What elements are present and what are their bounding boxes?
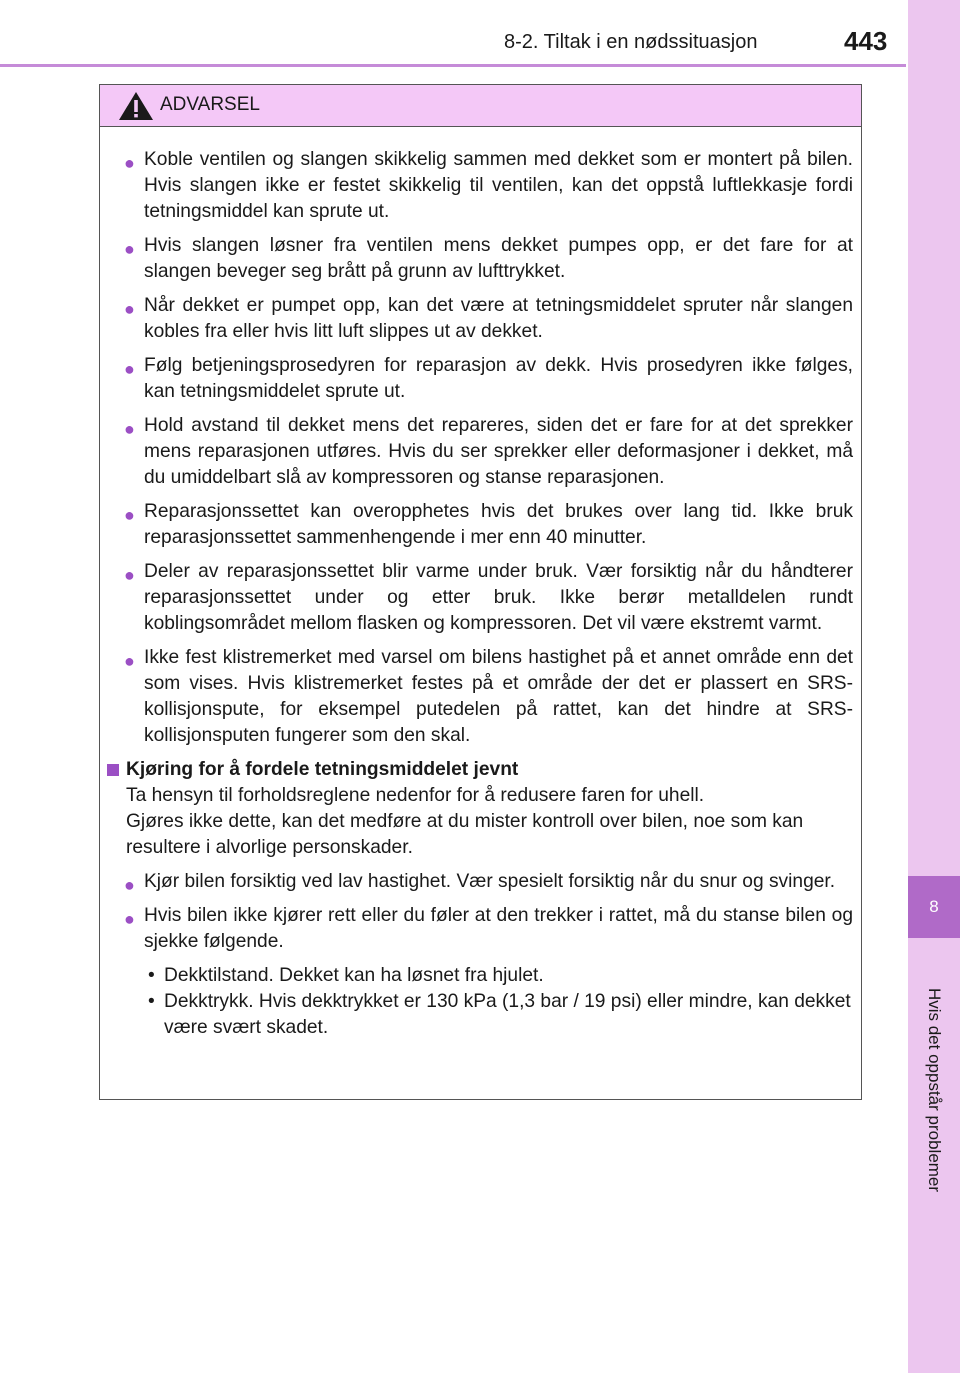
chapter-name: Hvis det oppstår problemer	[925, 987, 944, 1193]
warning-bullet: ● Deler av reparasjonssettet blir varme under bruk. Vær forsiktig når du håndterer reparasjonssettet under og etter bruk. Ikke berør metalldelen rundt koblingsområdet mellom flasken og kompressoren. Det vil være ekstremt varmt.	[124, 561, 853, 634]
check-list	[100, 963, 861, 1041]
warning-box	[99, 84, 862, 1100]
bullet-dot-icon: ●	[124, 299, 135, 319]
subsection-heading: Kjøring for å fordele tetningsmiddelet jevnt	[100, 757, 861, 783]
check-item: • Dekktilstand. Dekket kan ha løsnet fra hjulet.	[148, 965, 544, 986]
warning-bullet: ● Hold avstand til dekket mens det repareres, siden det er fare for at det sprekker mens reparasjonen utføres. Hvis du ser sprekker eller deformasjoner i dekket, må du umiddelbart slå av kompressoren og stanse reparasjonen.	[124, 415, 853, 488]
section-title: 8-2. Tiltak i en nødssituasjon	[504, 31, 758, 53]
bullet-dot-icon: ●	[124, 565, 135, 585]
warning-content	[100, 147, 861, 1041]
bullet-dot-icon: ●	[124, 875, 135, 895]
bullet-dot-icon: ●	[124, 909, 135, 929]
bullet-dot-icon: ●	[124, 505, 135, 525]
warning-triangle-icon	[118, 91, 154, 121]
warning-bullet: ● Koble ventilen og slangen skikkelig sammen med dekket som er montert på bilen. Hvis slangen ikke er festet skikkelig til ventilen, kan det oppstå luftlekkasje fordi tetningsmiddel kan sprute ut.	[124, 149, 853, 222]
bullet-dot-icon: ●	[124, 359, 135, 379]
bullet-dot-icon: ●	[124, 419, 135, 439]
subsection-bullet: ● Kjør bilen forsiktig ved lav hastighet. Vær spesielt forsiktig når du snur og svinger.	[100, 869, 861, 895]
subsection-intro: Ta hensyn til forholdsreglene nedenfor for å redusere faren for uhell. Gjøres ikke dette, kan det medføre at du mister kontroll over bilen, noe som kan resultere i alvorlige personskader.	[126, 785, 804, 858]
bullet-dot-icon: ●	[124, 239, 135, 259]
check-item: • Dekktrykk. Hvis dekktrykket er 130 kPa (1,3 bar / 19 psi) eller mindre, kan dekket være svært skadet.	[148, 991, 851, 1038]
bullet-dot-icon: ●	[124, 153, 135, 173]
warning-title: ADVARSEL	[160, 94, 260, 115]
page-number: 443	[844, 26, 888, 56]
warning-bullet: ● Når dekket er pumpet opp, kan det være at tetningsmiddelet spruter når slangen kobles fra eller hvis litt luft slippes ut av dekket.	[124, 295, 853, 342]
warning-bullet: ● Hvis slangen løsner fra ventilen mens dekket pumpes opp, er det fare for at slangen beveger seg brått på grunn av lufttrykket.	[124, 235, 853, 282]
warning-bullet: ● Reparasjonssettet kan overopphetes hvis det brukes over lang tid. Ikke bruk reparasjonssettet sammenhengende i mer enn 40 minutter.	[124, 501, 853, 548]
warning-header	[100, 85, 861, 127]
warning-bullet: ● Ikke fest klistremerket med varsel om bilens hastighet på et annet område enn det som vises. Hvis klistremerket festes på et område der det er plassert en SRS-kollisjonspute, for eksempel putedelen på rattet, kan det hindre at SRS-kollisjonsputen fungerer som den skal.	[124, 647, 853, 746]
bullet-dot-icon: ●	[124, 651, 135, 671]
square-bullet-icon	[107, 764, 119, 776]
chapter-number-tab[interactable]: 8	[908, 876, 960, 938]
subsection-bullet: ● Hvis bilen ikke kjører rett eller du føler at den trekker i rattet, må du stanse bilen og sjekke følgende.	[124, 905, 853, 952]
warning-bullet: ● Følg betjeningsprosedyren for reparasjon av dekk. Hvis prosedyren ikke følges, kan tetningsmiddelet sprute ut.	[124, 355, 853, 402]
header-divider	[0, 64, 906, 67]
